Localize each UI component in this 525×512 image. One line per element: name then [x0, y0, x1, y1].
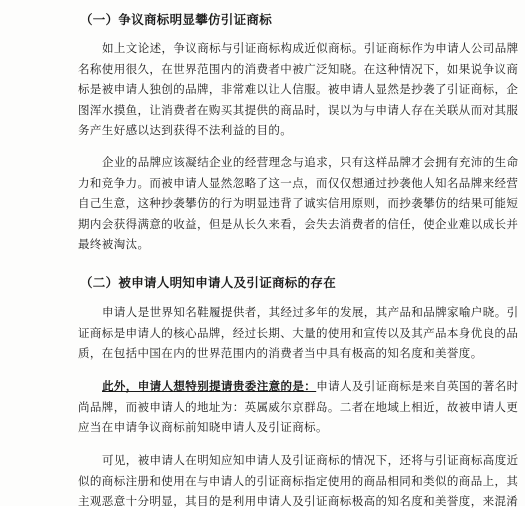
paragraph-line: 务产生好感以达到获得不法利益的目的。: [78, 123, 293, 137]
section-heading-2: （二）被申请人明知申请人及引证商标的存在: [80, 275, 337, 290]
paragraph-5: [78, 450, 519, 512]
paragraph-3: [78, 302, 519, 364]
paragraph-line: 应当在申请争议商标前知晓申请人及引证商标。: [78, 420, 328, 434]
paragraph-line: 力和竞争力。而被申请人显然忽略了这一点，而仅仅想通过抄袭他人知名品牌来经营: [78, 175, 519, 190]
paragraph-line: 企业的品牌应该凝结企业的经营理念与追求，只有这样品牌才会拥有充沛的生命: [102, 155, 519, 169]
paragraph-line: 主观恶意十分明显，其目的是利用申请人及引证商标极高的知名度和美誉度，来混淆: [78, 494, 519, 508]
section-heading-1: （一）争议商标明显攀仿引证商标: [80, 12, 273, 27]
emphasized-phrase: 此外，申请人想特别提请贵委注意的是：: [102, 379, 317, 393]
paragraph-line: 尚品牌，而被申请人的地址为：英属威尔京群岛。二者在地域上相近，故被申请人更: [78, 399, 519, 414]
paragraph-line: 似的商标注册和使用在与申请人的引证商标指定使用的商品相同和类似的商品上，其: [78, 473, 519, 488]
paragraph-line-rest: 申请人及引证商标是来自英国的著名时: [316, 379, 519, 393]
paragraph-line: 自己生意，这种抄袭攀仿的行为明显违背了诚实信用原则，而抄袭攀仿的结果可能短: [78, 196, 519, 210]
paragraph-1: [78, 38, 519, 141]
paragraph-line: 如上文论述，争议商标与引证商标构成近似商标。引证商标作为申请人公司品牌: [102, 41, 519, 55]
paragraph-line: 最终被淘汰。: [78, 237, 150, 251]
paragraph-line: 证商标是申请人的核心品牌，经过长期、大量的使用和宣传以及其产品本身优良的品: [78, 325, 519, 340]
paragraph-4: [78, 376, 519, 438]
paragraph-2: [78, 152, 519, 255]
paragraph-line: [78, 376, 519, 397]
paragraph-line: 期内会获得满意的收益，但是从长久来看，会失去消费者的信任，使企业难以成长并: [78, 216, 519, 231]
paragraph-line: 质，在包括中国在内的世界范围内的消费者当中具有极高的知名度和美誉度。: [78, 346, 483, 360]
paragraph-line: 名称使用很久，在世界范围内的消费者中被广泛知晓。在这种情况下，如果说争议商: [78, 61, 519, 76]
paragraph-line: 图浑水摸鱼，让消费者在购买其提供的商品时，误以为与申请人存在关联从而对其服: [78, 102, 519, 117]
paragraph-line: 标是被申请人独创的品牌，非常难以让人信服。被申请人显然是抄袭了引证商标，企: [78, 82, 519, 96]
paragraph-line: 申请人是世界知名鞋履提供者，其经过多年的发展，其产品和品牌家喻户晓。引: [102, 305, 519, 319]
paragraph-line: 可见，被申请人在明知应知申请人及引证商标的情况下，还将与引证商标高度近: [102, 453, 519, 467]
